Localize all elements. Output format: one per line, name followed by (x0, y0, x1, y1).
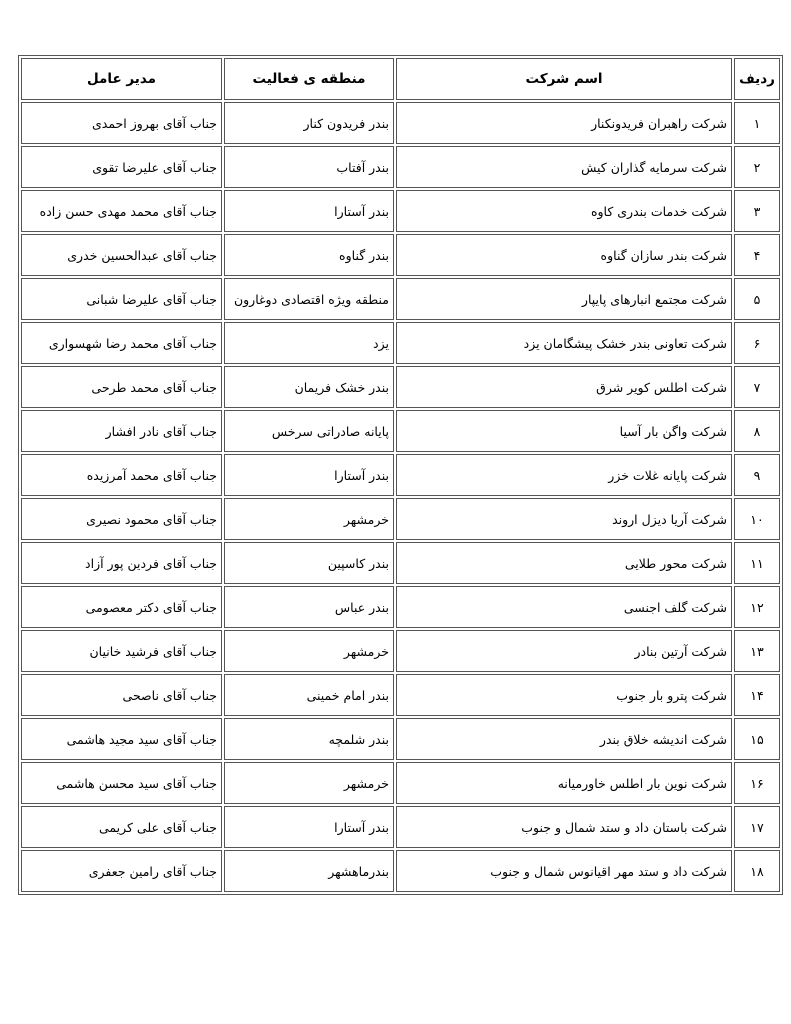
ceo-name-cell: جناب آقای علی کریمی (21, 806, 222, 848)
activity-region-cell: بندر آستارا (224, 454, 394, 496)
ceo-name-cell: جناب آقای محمد طرحی (21, 366, 222, 408)
row-number-cell: ۱۶ (734, 762, 780, 804)
company-name-cell: شرکت باستان داد و ستد شمال و جنوب (396, 806, 732, 848)
ceo-name-cell: جناب آقای محمود نصیری (21, 498, 222, 540)
ceo-name-cell: جناب آقای عبدالحسین خدری (21, 234, 222, 276)
ceo-name-cell: جناب آقای فرشید خانیان (21, 630, 222, 672)
ceo-name-cell: جناب آقای دکتر معصومی (21, 586, 222, 628)
activity-region-cell: یزد (224, 322, 394, 364)
table-row (21, 718, 780, 760)
ceo-name-cell: جناب آقای رامین جعفری (21, 850, 222, 892)
company-name-cell: شرکت گلف اجنسی (396, 586, 732, 628)
row-number-cell: ۸ (734, 410, 780, 452)
activity-region-cell: بندر آفتاب (224, 146, 394, 188)
activity-region-cell: بندر کاسپین (224, 542, 394, 584)
company-name-cell: شرکت مجتمع انبارهای پایپار (396, 278, 732, 320)
row-number-cell: ۱ (734, 102, 780, 144)
table-row (21, 850, 780, 892)
table-row (21, 762, 780, 804)
activity-region-cell: بندر شلمچه (224, 718, 394, 760)
header-row-number: ردیف (734, 58, 780, 100)
company-name-cell: شرکت تعاونی بندر خشک پیشگامان یزد (396, 322, 732, 364)
table-row (21, 190, 780, 232)
company-name-cell: شرکت واگن بار آسیا (396, 410, 732, 452)
ceo-name-cell: جناب آقای سید مجید هاشمی (21, 718, 222, 760)
row-number-cell: ۶ (734, 322, 780, 364)
activity-region-cell: خرمشهر (224, 630, 394, 672)
row-number-cell: ۴ (734, 234, 780, 276)
company-name-cell: شرکت داد و ستد مهر اقیانوس شمال و جنوب (396, 850, 732, 892)
table-row (21, 234, 780, 276)
company-name-cell: شرکت آرتین بنادر (396, 630, 732, 672)
header-ceo: مدیر عامل (21, 58, 222, 100)
ceo-name-cell: جناب آقای محمد آمرزیده (21, 454, 222, 496)
activity-region-cell: بندر خشک فریمان (224, 366, 394, 408)
activity-region-cell: بندر عباس (224, 586, 394, 628)
companies-table (18, 55, 783, 895)
table-row (21, 454, 780, 496)
activity-region-cell: بندر امام خمینی (224, 674, 394, 716)
row-number-cell: ۹ (734, 454, 780, 496)
company-name-cell: شرکت نوین بار اطلس خاورمیانه (396, 762, 732, 804)
table-row (21, 366, 780, 408)
row-number-cell: ۱۳ (734, 630, 780, 672)
ceo-name-cell: جناب آقای علیرضا شبانی (21, 278, 222, 320)
table-header (21, 58, 780, 100)
table-row (21, 278, 780, 320)
row-number-cell: ۵ (734, 278, 780, 320)
table-body (21, 102, 780, 892)
company-name-cell: شرکت سرمایه گذاران کیش (396, 146, 732, 188)
activity-region-cell: بندر گناوه (224, 234, 394, 276)
table-row (21, 322, 780, 364)
company-name-cell: شرکت پترو بار جنوب (396, 674, 732, 716)
row-number-cell: ۳ (734, 190, 780, 232)
activity-region-cell: بندرماهشهر (224, 850, 394, 892)
table-row (21, 498, 780, 540)
ceo-name-cell: جناب آقای علیرضا تقوی (21, 146, 222, 188)
table-row (21, 102, 780, 144)
activity-region-cell: بندر فریدون کنار (224, 102, 394, 144)
table-row (21, 410, 780, 452)
row-number-cell: ۱۲ (734, 586, 780, 628)
row-number-cell: ۱۱ (734, 542, 780, 584)
company-name-cell: شرکت محور طلایی (396, 542, 732, 584)
ceo-name-cell: جناب آقای فردین پور آزاد (21, 542, 222, 584)
activity-region-cell: بندر آستارا (224, 806, 394, 848)
table-row (21, 542, 780, 584)
table-row (21, 674, 780, 716)
row-number-cell: ۱۴ (734, 674, 780, 716)
table-row (21, 630, 780, 672)
table-row (21, 146, 780, 188)
company-name-cell: شرکت پایانه غلات خزر (396, 454, 732, 496)
row-number-cell: ۱۵ (734, 718, 780, 760)
header-company-name: اسم شرکت (396, 58, 732, 100)
header-activity-region: منطقه ی فعالیت (224, 58, 394, 100)
table-row (21, 586, 780, 628)
activity-region-cell: خرمشهر (224, 498, 394, 540)
row-number-cell: ۱۸ (734, 850, 780, 892)
activity-region-cell: بندر آستارا (224, 190, 394, 232)
company-name-cell: شرکت خدمات بندری کاوه (396, 190, 732, 232)
row-number-cell: ۷ (734, 366, 780, 408)
ceo-name-cell: جناب آقای بهروز احمدی (21, 102, 222, 144)
company-name-cell: شرکت اندیشه خلاق بندر (396, 718, 732, 760)
table-row (21, 806, 780, 848)
row-number-cell: ۱۷ (734, 806, 780, 848)
ceo-name-cell: جناب آقای ناصحی (21, 674, 222, 716)
company-name-cell: شرکت بندر سازان گناوه (396, 234, 732, 276)
activity-region-cell: پایانه صادراتی سرخس (224, 410, 394, 452)
ceo-name-cell: جناب آقای محمد رضا شهسواری (21, 322, 222, 364)
activity-region-cell: منطقه ویژه اقتصادی دوغارون (224, 278, 394, 320)
ceo-name-cell: جناب آقای سید محسن هاشمی (21, 762, 222, 804)
ceo-name-cell: جناب آقای محمد مهدی حسن زاده (21, 190, 222, 232)
ceo-name-cell: جناب آقای نادر افشار (21, 410, 222, 452)
company-name-cell: شرکت آریا دیزل اروند (396, 498, 732, 540)
activity-region-cell: خرمشهر (224, 762, 394, 804)
row-number-cell: ۲ (734, 146, 780, 188)
company-name-cell: شرکت راهبران فریدونکنار (396, 102, 732, 144)
row-number-cell: ۱۰ (734, 498, 780, 540)
header-row (21, 58, 780, 100)
company-name-cell: شرکت اطلس کویر شرق (396, 366, 732, 408)
